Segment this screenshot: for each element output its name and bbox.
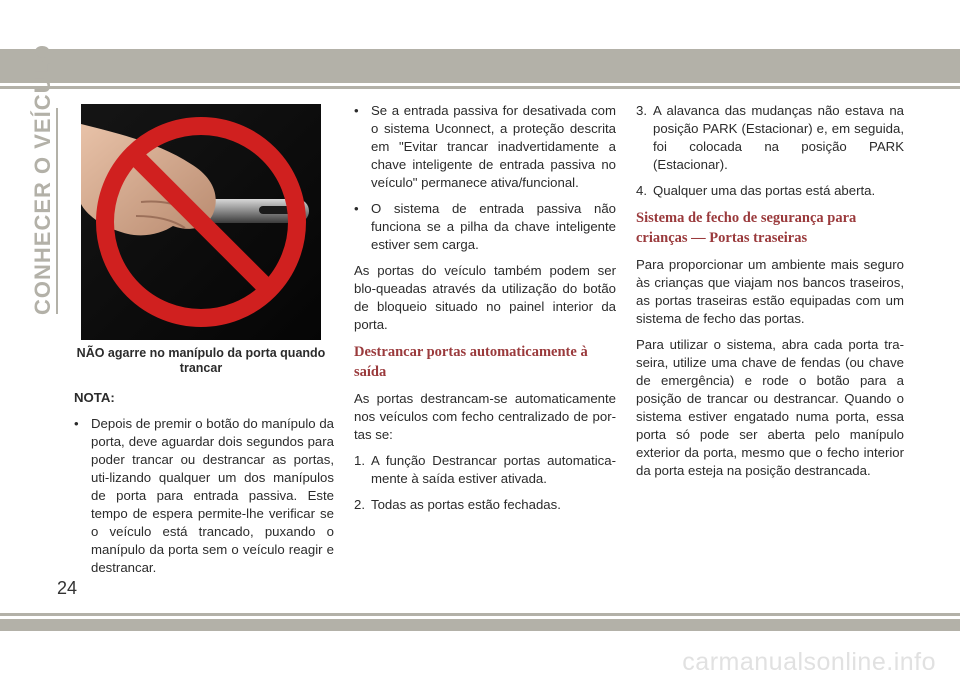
door-handle-photo (81, 104, 321, 340)
list-item (354, 200, 616, 254)
paragraph: Para utilizar o sistema, abra cada porta tra-seira, utilize uma chave de fendas (ou chave de emergência) e rode o botão para a posição de trancar ou destrancar. Quando o sistema estiver engatado numa porta, essa porta só pode ser aberta pelo manípulo exterior da porta, mesmo que o fecho interior da porta esteja na posição destrancada. (636, 337, 904, 478)
item-text: A alavanca das mudanças não estava na posição PARK (Estacionar) e, em seguida, foi colocada na posição PARK (Estacionar). (653, 103, 904, 172)
figure-caption: NÃO agarre no manípulo da porta quando trancar (76, 346, 326, 375)
bullet-text: Se a entrada passiva for desativada com o sistema Uconnect, a proteção descrita em "Evitar trancar inadvertidamente a chave inteligente de entrada passiva no veículo" permanece ativa/funcional. (371, 103, 616, 190)
numbered-item (636, 102, 904, 174)
section-heading: Destrancar portas automaticamente à saída (354, 344, 588, 380)
numbered-item (636, 182, 904, 200)
list-item (74, 415, 334, 577)
column-middle (354, 102, 616, 522)
section-side-title: CONHECER O VEÍCULO (30, 43, 55, 315)
bullet-text: Depois de premir o botão do manípulo da porta, deve aguardar dois segundos para poder trancar ou destrancar as portas, uti-lizando qualquer um dos manípulos de porta para entrada passiva. Este tempo de espera permite-lhe verificar se o veículo está trancado, puxando o manípulo da porta sem o veículo reagir e destrancar. (91, 416, 334, 575)
item-text: Todas as portas estão fechadas. (371, 497, 561, 512)
footer-band (0, 619, 960, 631)
list-item (354, 102, 616, 192)
item-text: A função Destrancar portas automatica-mente à saída estiver ativada. (371, 453, 616, 486)
watermark: carmanualsonline.info (682, 648, 936, 676)
bullet-icon: • (354, 103, 359, 118)
note-label: NOTA: (74, 390, 115, 405)
numbered-item (354, 496, 616, 514)
bullet-icon: • (354, 201, 359, 216)
column-left (74, 389, 334, 585)
bullet-text: O sistema de entrada passiva não funciona se a pilha da chave inteligente estiver sem carga. (371, 201, 616, 252)
item-number: 1. (354, 453, 365, 468)
column-right (636, 102, 904, 488)
item-text: Qualquer uma das portas está aberta. (653, 183, 876, 198)
header-rule (0, 86, 960, 89)
header-band (0, 49, 960, 83)
section-heading: Sistema de fecho de segurança para crianças — Portas traseiras (636, 210, 857, 246)
item-number: 4. (636, 183, 647, 198)
item-number: 3. (636, 103, 647, 118)
paragraph: Para proporcionar um ambiente mais seguro às crianças que viajam nos bancos traseiros, as portas traseiras estão equipadas com um sistema de fecho das portas. (636, 257, 904, 326)
paragraph: As portas do veículo também podem ser blo-queadas através da utilização do botão de bloqueio situado no painel interior da porta. (354, 263, 616, 332)
numbered-item (354, 452, 616, 488)
item-number: 2. (354, 497, 365, 512)
page-number: 24 (57, 578, 78, 598)
prohibited-grab-illustration (81, 104, 321, 340)
footer-rule (0, 613, 960, 616)
bullet-icon: • (74, 416, 79, 431)
paragraph: As portas destrancam-se automaticamente nos veículos com fecho centralizado de por-tas se: (354, 391, 616, 442)
side-title-rule (56, 108, 58, 314)
